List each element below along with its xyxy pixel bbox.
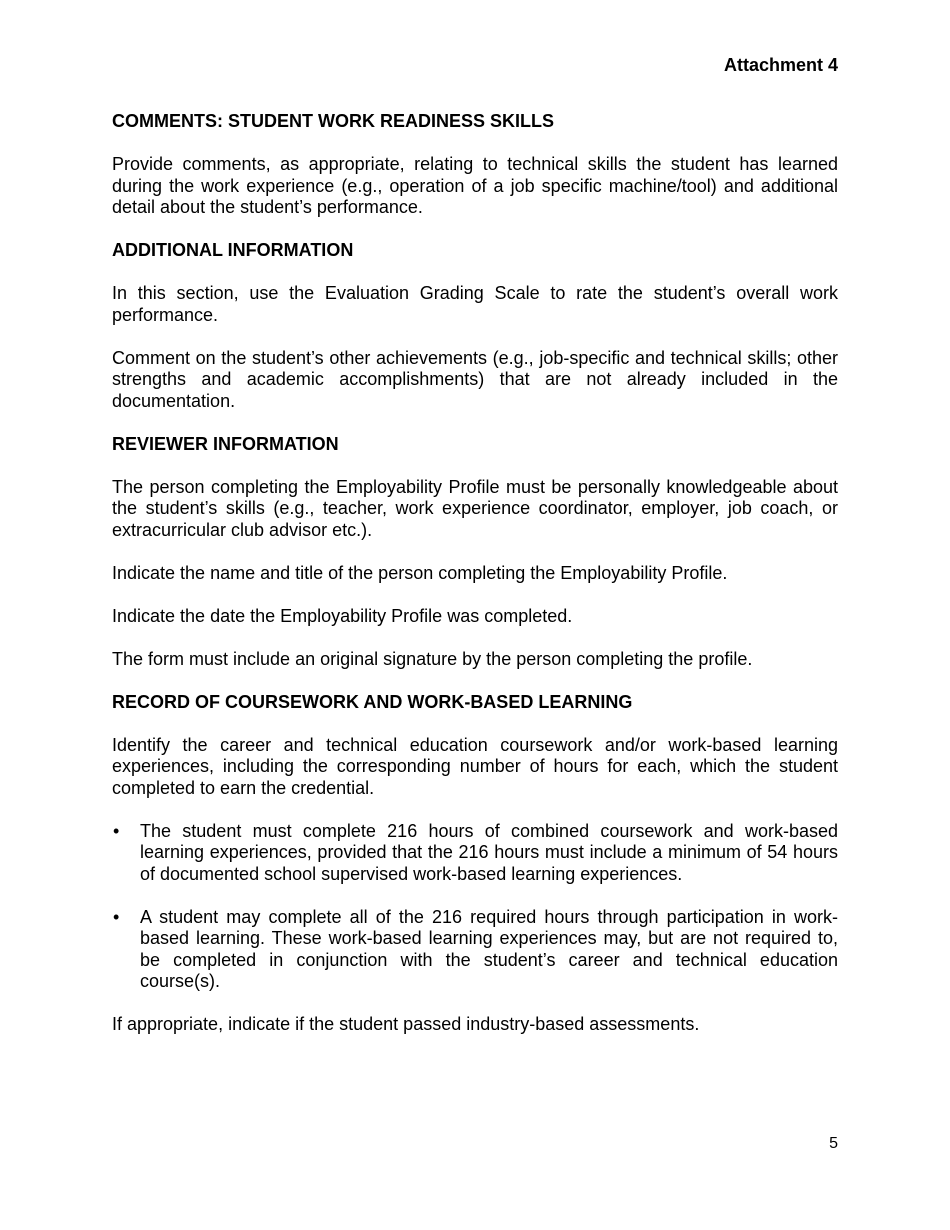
paragraph: Indicate the date the Employability Profile was completed. [112,605,573,626]
section-heading: COMMENTS: STUDENT WORK READINESS SKILLS [112,111,555,131]
bullet-icon: • [113,820,120,841]
paragraph: If appropriate, indicate if the student passed industry-based assessments. [112,1014,700,1034]
paragraph: In this section, use the Evaluation Grading Scale to rate the student’s overall work performance. [112,283,838,325]
document-page [112,0,838,1230]
section-reviewer-information [112,434,838,671]
paragraph: Comment on the student’s other achievements (e.g., job-specific and technical skills; other strengths and academic accomplishments) that are not already included in the documentation. [112,347,838,411]
paragraph: Provide comments, as appropriate, relating to technical skills the student has learned during the work experience (e.g., operation of a job specific machine/tool) and additional detail about the student’s performance. [112,154,838,217]
section-heading: ADDITIONAL INFORMATION [112,240,354,260]
list-item [112,821,838,886]
paragraph: Identify the career and technical education coursework and/or work-based learning experiences, including the corresponding number of hours for each, which the student completed to earn the credential. [112,734,838,798]
page-number: 5 [829,1135,838,1152]
list-item-text: The student must complete 216 hours of combined coursework and work-based learning experiences, provided that the 216 hours must include a minimum of 54 hours of documented school supervised work-based learning experiences. [140,820,838,884]
section-heading: REVIEWER INFORMATION [112,433,339,454]
section-additional-information [112,240,838,412]
document-body [112,111,838,1057]
bullet-list [112,821,838,993]
bullet-icon: • [113,906,120,927]
attachment-label: Attachment 4 [723,55,838,75]
section-record-of-coursework [112,692,838,1036]
section-heading: RECORD OF COURSEWORK AND WORK-BASED LEARNING [112,691,633,712]
paragraph: Indicate the name and title of the person completing the Employability Profile. [112,562,728,583]
list-item-text: A student may complete all of the 216 required hours through participation in work-based learning. These work-based learning experiences may, but are not required to, be completed in conjunction with the student’s career and technical education course(s). [140,906,838,991]
paragraph: The person completing the Employability Profile must be personally knowledgeable about the student’s skills (e.g., teacher, work experience coordinator, employer, job coach, or extracurricular club advisor etc.). [112,476,838,540]
list-item [112,907,838,993]
paragraph: The form must include an original signature by the person completing the profile. [112,648,753,669]
section-work-readiness [112,111,838,219]
